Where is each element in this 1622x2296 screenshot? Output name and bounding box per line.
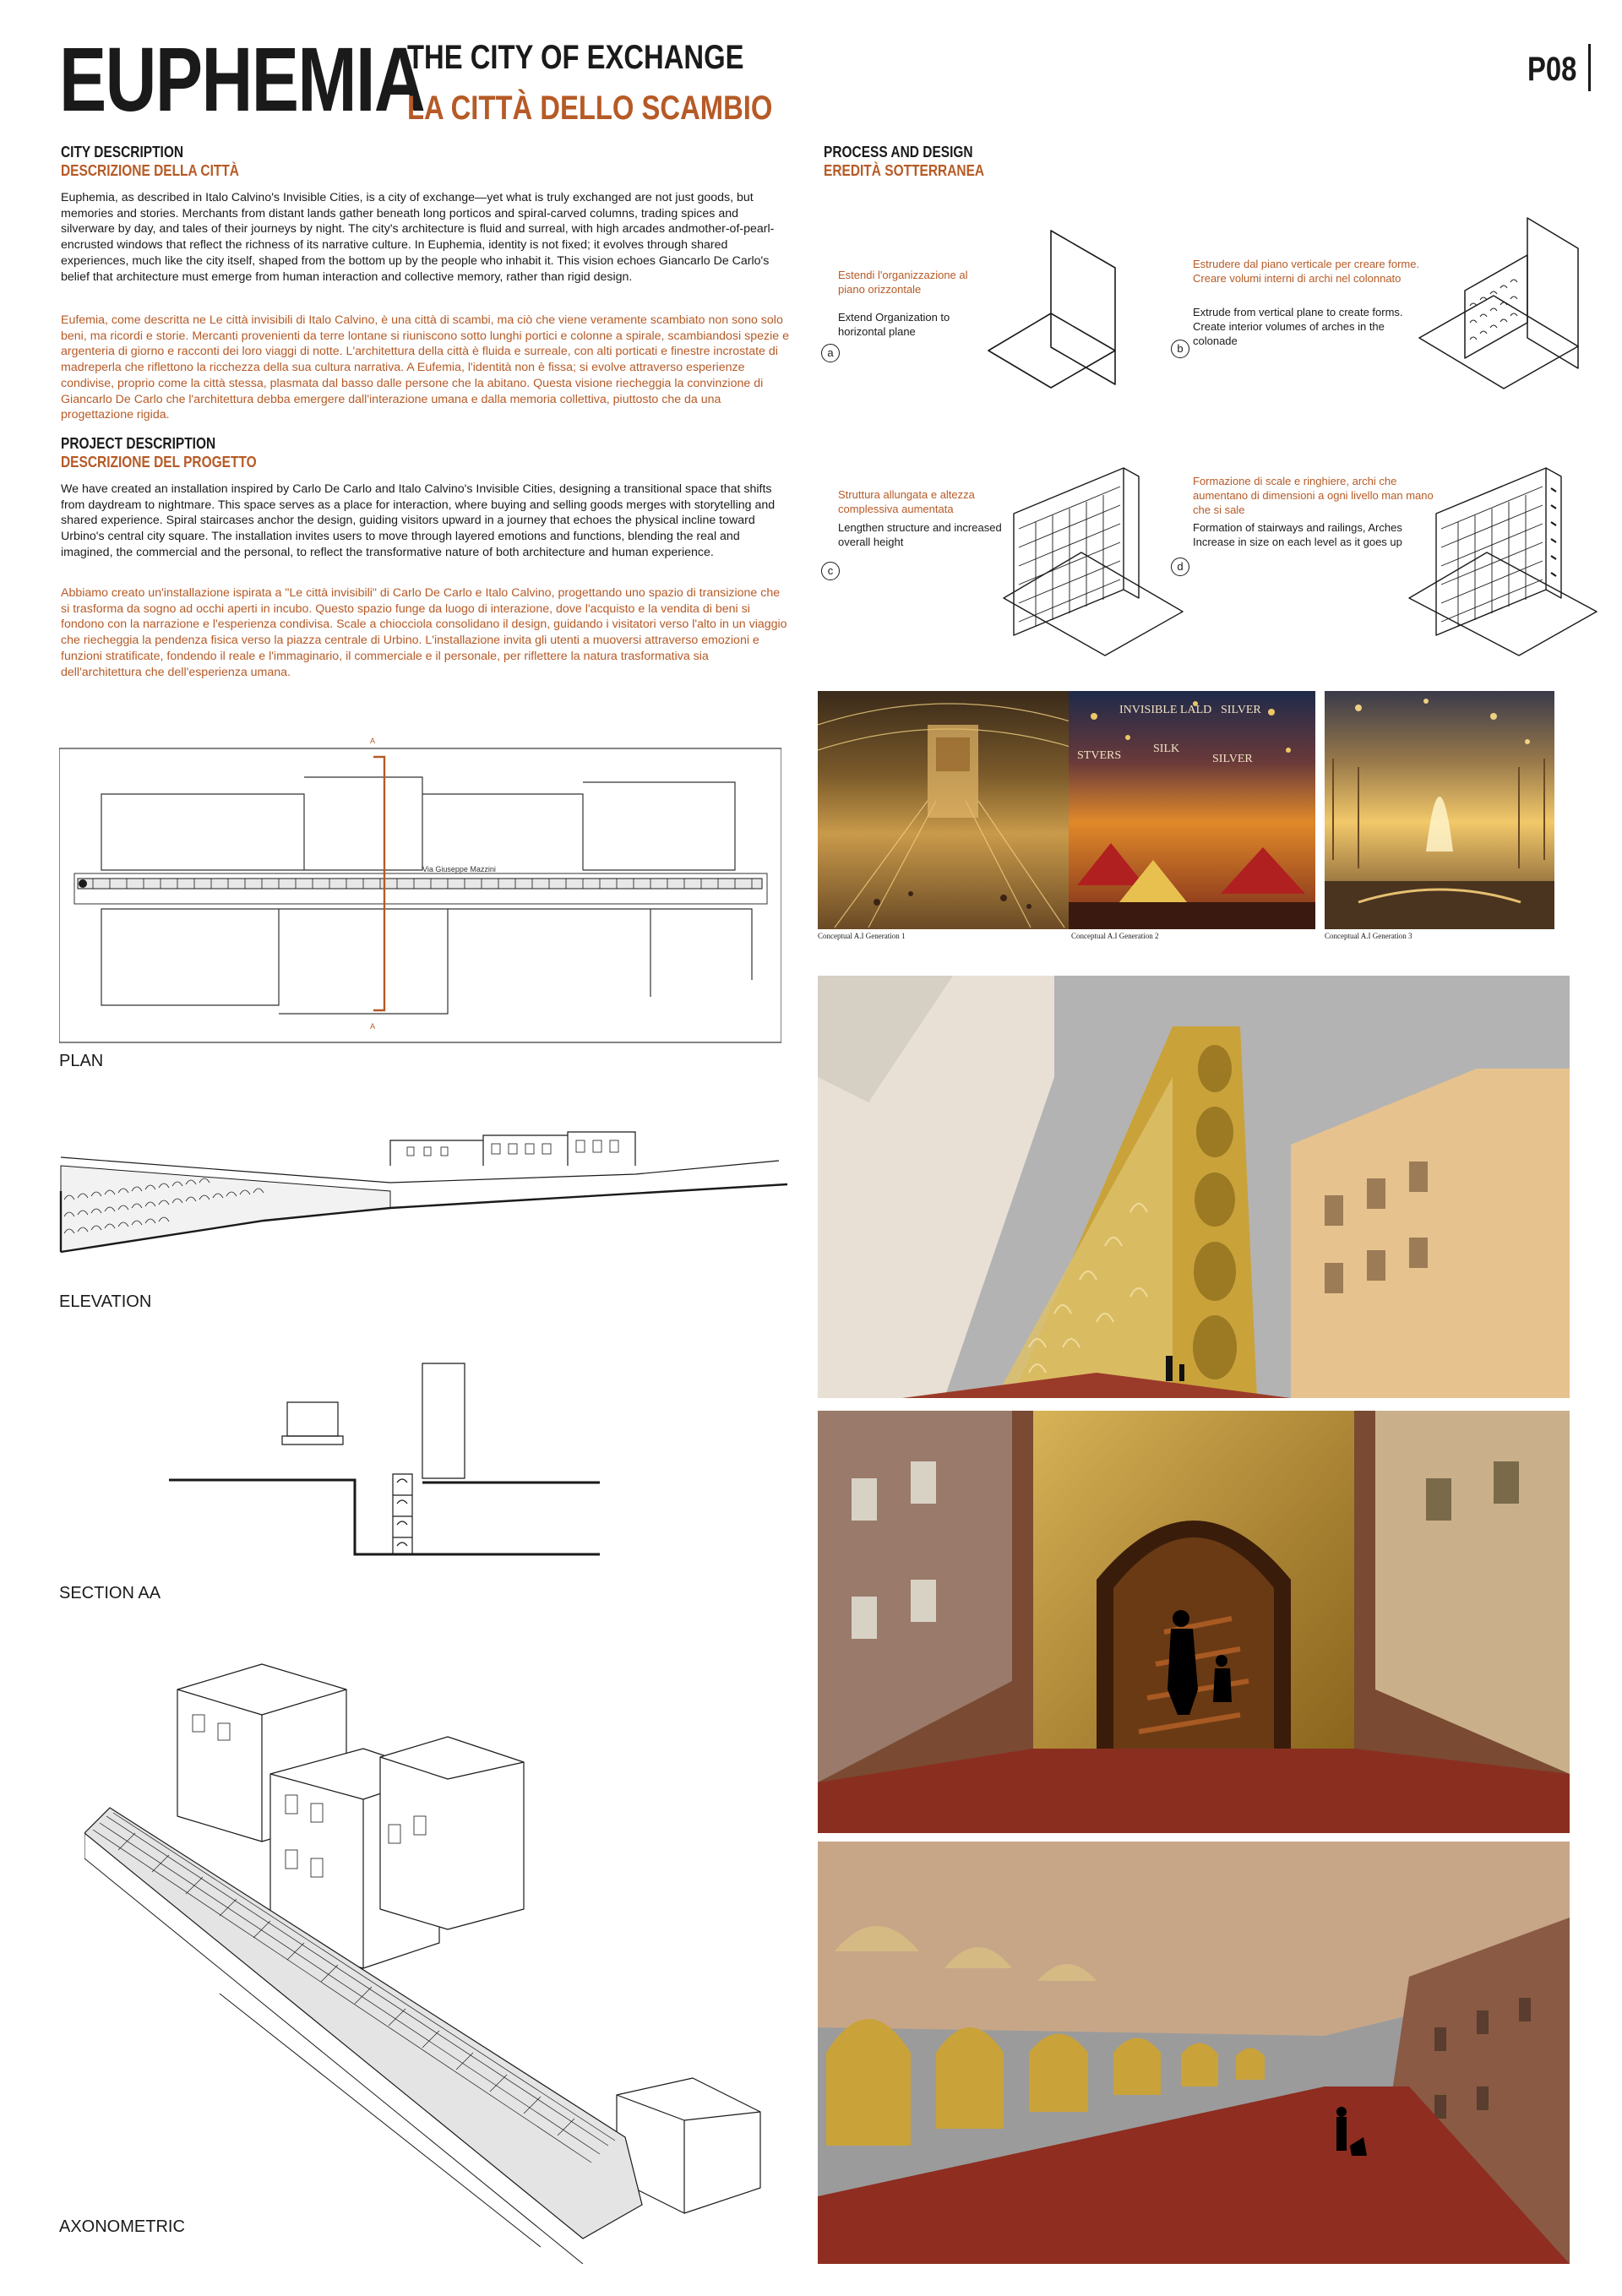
project-description-heading-it: DESCRIZIONE DEL PROGETTO — [61, 454, 257, 471]
concept-2-text-3: STVERS — [1077, 749, 1122, 762]
plan-label: PLAN — [59, 1052, 104, 1070]
section-label: SECTION AA — [59, 1584, 161, 1602]
section-marker-bottom: A — [370, 1022, 376, 1031]
step-a-horizontal-plane — [988, 313, 1115, 388]
step-b-marker: b — [1171, 340, 1189, 358]
step-a-text-it: Estendi l'organizzazione al piano orizzontale — [838, 269, 968, 296]
step-c-marker: c — [821, 562, 840, 580]
step-c-text-en: Lengthen structure and increased overall height — [838, 521, 1002, 548]
step-d-marker: d — [1171, 558, 1189, 576]
step-a-diagram — [980, 224, 1149, 401]
render-golden-arch — [818, 1411, 1570, 1833]
city-description-text-en: Euphemia, as described in Italo Calvino's Invisible Cities, is a city of exchange—yet what is truly exchanged are not just goods, but memories and stories. Merchants from distant lands gather beneath long porticos and spiral-carved columns, trading spices and silverware by day, and tales of their journeys by night. The city's architecture is fluid and surreal, with high arcades andmother-of-pearl-encrusted windows that reflect the richness of its narrative culture. In Euphemia, identity is not fixed; it evolves through shared experiences, much like the city itself, shaped from the bottom up by the people who inhabit it. This vision echoes Giancarlo De Carlo's belief that architecture must emerge from human interaction and collective memory, rather than rigid design. — [61, 191, 775, 284]
concept-caption-2: Conceptual A.I Generation 2 — [1071, 932, 1159, 940]
concept-2-text-2: SILVER — [1221, 704, 1261, 716]
step-d-text-en: Formation of stairways and railings, Arches Increase in size on each level as it goes up — [1193, 521, 1402, 548]
step-a-vertical-plane — [1051, 231, 1115, 384]
step-a-marker: a — [821, 344, 840, 362]
section-ground-right — [355, 1480, 600, 1554]
step-a-text-en: Extend Organization to horizontal plane — [838, 311, 950, 338]
process-heading-it: EREDITÀ SOTTERRANEA — [824, 162, 985, 179]
concept-2-text-5: SILVER — [1212, 753, 1253, 765]
concept-image-3 — [1325, 691, 1554, 929]
project-description-text-en: We have created an installation inspired by Carlo De Carlo and Italo Calvino's Invisible Cities, designing a transitional space that shifts from daydream to nightmare. This space serves as a place for interaction, where buying and selling goods merges with storytelling and shared experience. Spiral staircases anchor the design, guiding visitors upward in a journey that echoes the physical incline toward Urbino's central city square. The installation invites users to move through layered emotions and functions, blending the real and imagined, the commercial and the personal, to reflect the transformative nature of both architecture and human experience. — [61, 482, 776, 559]
concept-caption-1: Conceptual A.I Generation 1 — [818, 932, 906, 940]
page-code: P08 — [1527, 51, 1577, 88]
step-b-diagram — [1409, 211, 1603, 405]
elevation-label: ELEVATION — [59, 1292, 152, 1311]
process-heading: PROCESS AND DESIGN — [824, 144, 973, 161]
subtitle-it: LA CITTÀ DELLO SCAMBIO — [407, 90, 773, 127]
concept-caption-3: Conceptual A.I Generation 3 — [1325, 932, 1412, 940]
concept-image-1 — [818, 691, 1081, 929]
page-code-rule — [1588, 44, 1591, 91]
page-title: EUPHEMIA — [59, 28, 425, 130]
city-description-heading: CITY DESCRIPTION — [61, 144, 184, 161]
project-description-text-it: Abbiamo creato un'installazione ispirata a "Le città invisibili" di Carlo De Carlo e Italo Calvino, progettando uno spazio di transizione che si trasforma da sogno ad occhi aperti in incubo. Questo spazio funge da luogo di interazione, dove l'acquisto e la vendita di beni si fondono con la narrazione e l'esperienza condivisa. Scale a chiocciola consolidano il design, guidando i visitatori verso l'alto in un viaggio che riecheggia la pendenza fisica verso la piazza centrale di Urbino. L'installazione invita gli utenti a muoversi attraverso emozioni e funzioni stratificate, fondendo il reale e l'immaginario, il commerciale e il personale, per riflettere la natura trasformativa sia dell'architettura che dell'esperienza umana. — [61, 586, 787, 679]
step-c-diagram — [997, 463, 1191, 657]
subtitle-en: THE CITY OF EXCHANGE — [407, 39, 744, 76]
project-description-heading: PROJECT DESCRIPTION — [61, 435, 216, 452]
city-description-heading-it: DESCRIZIONE DELLA CITTÀ — [61, 162, 239, 179]
section-marker-top: A — [370, 737, 376, 745]
section-aa-drawing — [169, 1360, 625, 1571]
site-plan — [59, 726, 781, 1047]
axonometric-drawing — [84, 1656, 777, 2264]
render-long-arcade — [818, 1842, 1570, 2264]
step-d-text-it: Formazione di scale e ringhiere, archi che aumentano di dimensioni a ogni livello man mano che si sale — [1193, 475, 1434, 516]
step-d-diagram — [1402, 463, 1605, 657]
axonometric-label: AXONOMETRIC — [59, 2217, 185, 2236]
section-ground-left — [169, 1480, 600, 1554]
concept-image-2 — [1069, 691, 1315, 929]
city-description-text-it: Eufemia, come descritta ne Le città invisibili di Italo Calvino, è una città di scambi, ma ciò che viene veramente scambiato non sono solo beni, ma ricordi e storie. Mercanti provenienti da terre lontane si riuniscono sotto lunghi portici e colonne a spirale, scambiandosi spezie e argenteria di giorno e racconti dei loro viaggi di notte. L'architettura della città è fluida e surreale, con alti porticati e finestre incrostate di madreperla che riflettono la ricchezza della sua cultura narrativa. A Eufemia, l'identità non è fissa; si evolve attraverso esperienze condivise, proprio come la città stessa, plasmata dal basso dalle persone che la abitano. Questa visione riecheggia la convinzione di Giancarlo De Carlo che l'architettura debba emergere dall'interazione umana e dalla memoria collettiva, piuttosto che da una progettazione rigida. — [61, 313, 789, 422]
plan-arcade-strip — [78, 879, 762, 889]
elevation-drawing — [52, 1107, 796, 1259]
step-b-text-it: Estrudere dal piano verticale per creare forme. Creare volumi interni di archi nel colonnato — [1193, 258, 1420, 285]
plan-street-name: Via Giuseppe Mazzini — [422, 865, 496, 873]
concept-2-text-4: SILK — [1153, 743, 1180, 755]
concept-2-text-1: INVISIBLE LALD — [1119, 704, 1212, 716]
step-c-text-it: Struttura allungata e altezza complessiva aumentata — [838, 488, 975, 515]
render-perspective-tower — [818, 976, 1570, 1398]
step-b-text-en: Extrude from vertical plane to create forms. Create interior volumes of arches in the colonade — [1193, 306, 1403, 347]
